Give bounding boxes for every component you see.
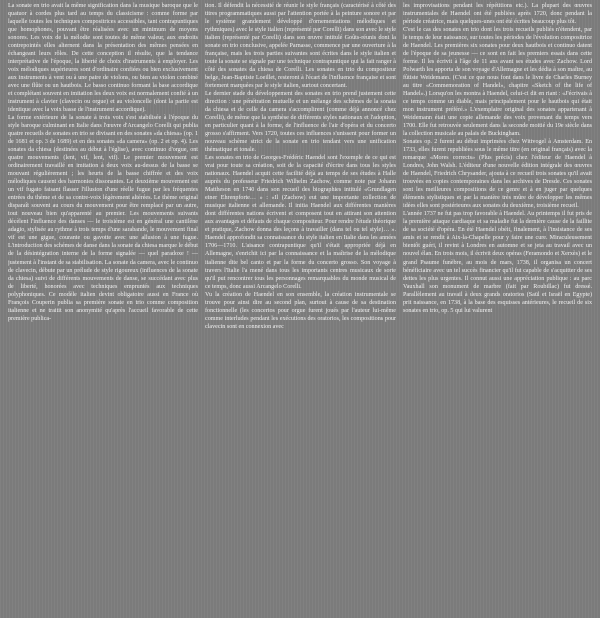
text-column-1: [8, 2, 198, 614]
paragraph: Sonates op. 2 furent au début imprimées chez Wittvogel à Amsterdam. En 1733, elles furent republiées sous le même titre (en original français) avec la remarque «Mores corrects» (Plus précis) chez l'éditeur de Haendel à Londres, John Walsh. L'éditeur d'une nouvelle édition intégrale des œuvres de Haendel, Friedrich Chrysander, ajouta à ce recueil trois sonates qu'il avait trouvées en copies contemporaines dans les archives de Dresde. Ces sonates sont les meilleures compositions de ce genre et à en juger par quelques éléments stylistiques et par la manière très mûre de développer les mêmes idées elles sont postérieures aux sonates du deuxième, troisième recueil.: [403, 139, 592, 210]
paragraph: La forme extérieure de la sonate à trois voix s'est stabilisée à l'époque du style baroque culminant en Italie dans l'œuvre d'Arcangelo Corelli qui publia quatre recueils de sonates en trio se divisant en des sonates «da chiesa» (op. 1 de 1681 et op. 3 de 1689) et en des sonates «da camera» (op. 2 et op. 4). Les sonates da chiesa (destinées au début à l'église), avec continuo d'orgue, ont quatre mouvements (lent, vif, lent, vif). Le premier mouvement est ordinairement travaillé en imitation à deux voix au-dessus de la basse se mouvant régulièrement ; les heurts de la basse chiffrée et des voix mélodiques causent des harmonies dissonantes. Le deuxième mouvement est un vif fugato faisant flasser l'illusion d'une réelle fugue par les fréquentes entrées du thème et de sa contre-voix légèrement altérées. Le thème original disparaît souvent au cours du mouvement pour être remplacé par un autre, tout nouveau bien qu'apparenté au premier. Les mouvements suivants décèlent l'influence des danses — le troisième est en général une cantilène adagio, stylisée au rythme à trois temps d'une sarabande, le mouvement final vif est une gigue, courante ou gavotte avec une allusion à une fugue. L'introduction des schémes de danse dans la sonate da chiesa marque le début de la désintégration interne de la forme signalée — quel paradoxe ! — justement à l'instant de sa stabilisation. La sonate da camera, avec le continuo de clavecin, débute par un prélude de style rigoureux (influences de la sonate da chiesa) suivi de différents mouvements de danse, se succédant avec plus de liberté, honorées avec techniques empruntés aux techniques polyphoniques. Ce modèle italien devint obligatoire aussi en France où François Couperin publia sa première sonate en trio comme composition italienne et ne traitit son anonymité qu'après l'accueil favorable de cette première publica-: [8, 115, 198, 322]
paragraph: La sonate en trio avait la même signification dans la musique baroque que le quatuor à cordes plus tard au temps du classicisme : comme forme par laquelle toutes les techniques compositrices accessibles, tant contrapuntiques que homophones, pouvant être réalisées avec un minimum de moyens sonores. Les voix de la mélodie sont toutes de même valeur, aux endroits contrepointés elles alternent dans la présentation des mêmes pensées en échangeant leurs rôles. De cette conception il résulte, que la tendance interprétative de l'époque, la liberté de choix d'instruments à employer. Les voix mélodiques supérieures sont d'ordinaire confiées ou bien exclusivement aux instruments à vent ou à une paire de violons, ou bien au violon combiné avec une flûte ou un hautbois. Le basso continuo formant la base accordique et complétant souvent en imitation les deux voix est normalement confié à un instrument à clavier (clavecin ou orgue) et au violoncelle (dont la partie est identique avec la voix basse de l'instrument accordique).: [8, 3, 198, 114]
paragraph: tion. Il défendit la nécessité de réunir le style français (caractérisé à côté des titres programmatiques aussi par l'attention portée à la peinture sonore et par le système grandement développé d'ornementations mélodiques et rythmiques) avec le style italien (représenté par Corelli) dans son avec le style italien (représenté par Corelli) dans son œuvre intitulé Goûts-réunis dont la sonate en trio conclusive, appelée Parnasse, commence par une ouverture à la française, mais les trois parties suivantes sont écrites dans le style italien et toute la sonate se signale par une technique contrapuntique qui la fait ranger à côté des sonates da chiesa de Corelli. Les sonates en trio du compositeur belge, Jean-Baptiste Loeillet, resteront à l'écart de l'influence française et sont fortement marquées par le style italien, surtout concertant.: [205, 3, 396, 90]
paragraph: Vu la création de Haendel en son ensemble, la création instrumentale se trouve pour ainsi dire au second plan, surtout à cause de sa destination fonctionnelle (les concertos pour orgue furent joués par l'auteur lui-même comme interludes pendant les exécutions des oratorios, les compositions pour clavecin sont en connexion avec: [205, 291, 396, 330]
paragraph: L'année 1737 ne fut pas trop favorable à Haendel. Au printemps il fut pris de la première attaque cardiaque et sa maladie fut la dernière cause de la faillite de sa société d'opéra. En été Haendel obéit, finalement, à l'insistance de ses amis et se rendit à Aix-la-Chapelle pour y faire une cure. Miraculeusement bientôt guéri, il revint à Londres en automne et se jeta au travail avec un nouvel élan. En trois mois, il écrivit deux opéras (Feramondo et Xerxès) et le grand Psaume funèbre, au mois de mars, 1738, il organisa un concert bénéficiaire avec un tel succès financier qu'il fut capable de s'acquitter de ses dettes les plus urgentes. Il connut aussi une appréciation publique : au parc Vauxhall son monument de marbre (fait par Roubillac) fut dressé. Parallèlement au travail à deux grands oratorios (Saül et Israël en Egypte) prit naissance, en 1738, à la base des esquisses antérieures, le recueil de six sonates en trio, op. 5 qui lui valurent: [403, 211, 592, 314]
text-column-3: [403, 2, 592, 614]
paragraph: les improvisations pendant les répétitions etc.). La plupart des œuvres instrumentales de Haendel ont été publiées après 1720, donc pendant la période créatrice, mais quelques-unes ont été écrites beaucoup plus tôt.: [403, 3, 592, 26]
text-column-2: [205, 2, 396, 604]
paragraph: Les sonates en trio de Georges-Frédéric Haendel sont l'exemple de ce qui est vrai pour toute sa création, soit de la capacité d'écrire dans tous les styles nationaux. Haendel acquit cette facilité déjà au temps de ses études à Halle auprès du professeur Friedrich Wilhelm Zachow, comme note par Johann Mattheson en 1740 dans son recueil des biographies intitulé «Grundlagen einer Ehrenpforte… » : «Il (Zachow) eut une importante collection de musique italienne et allemande. Il initia Haendel aux différentes manières dont différentes nations écrivent et composent tout en attirant son attention aux avantages et défauts de chaque compositeur. Pour rendre l'étude théorique et pratique, Zachow donna des leçons à travailler (dans tel ou tel style)… ». Haendel approfondit sa connaissance du style italien en Italie dans les années 1706—1710. L'aisance contrapuntique qu'il s'était appropriée déjà en Allemagne, s'enrichit ici par la connaissance et la maîtrise de la mélodique italienne dite bel canto et par la forme du concerto grosso. Son voyage à travers l'Italie l'a mené dans tous les importants centres musicaux de sorte qu'il put rencontrer tous les personnages remarquables du monde musical de ce temps, donc aussi Arcangelo Corelli.: [205, 155, 396, 290]
paragraph: Le dernier stade du développement des sonates en trio prend justement cette direction : une pénétration mutuelle et un mélange des schèmes de la sonata da chiesa et de celle da camera s'accomplirent (comme déjà annoncé chez Corelli), de même que la synthèse de différents styles nationaux et l'adoption, en particulier quant à la forme, de l'influence de l'air d'opéra et du concerto grosso s'affirment. Vers 1720, toutes ces influences s'unissent pour former un nouveau schème strict de la sonate en trio tendant vers une unification thématique et tonale.: [205, 91, 396, 154]
paragraph: C'est le cas des sonates en trio dont les trois recueils publiés n'étendent, par le temps de leur naissance, sur toutes les périodes de l'évolution compositrice de Haendel. Les premières six sonates pour deux hautbois et continuo datent de l'époque de sa jeunesse — ce sont en fait les premiers essais dans cette forme. Il les écrivit à l'âge de 11 ans avant ses études avec Zachow. Lord Polwarth les apporta de son voyage d'Allemagne et les dédia à son maître, au fûtiste Weidemann. (C'est ce que nous font dans le livre de Charles Burney au titre «Commemoration of Handel», chapitre «Sketch of the life of Handel».) Lorsqu'on les montra à Haendel, celui-ci dit en riant : «J'écrivais à ce temps comme un diable, mais principalement pour le hautbois qui était mon instrument préféré.» L'exemplaire original des sonates appartenant à Weidemann était une copie allemande des voix provenant du temps vers 1700. Elle fut retrouvée seulement dans la seconde moitié du 19e siècle dans la collection musicale au palais de Buckingham.: [403, 27, 592, 138]
